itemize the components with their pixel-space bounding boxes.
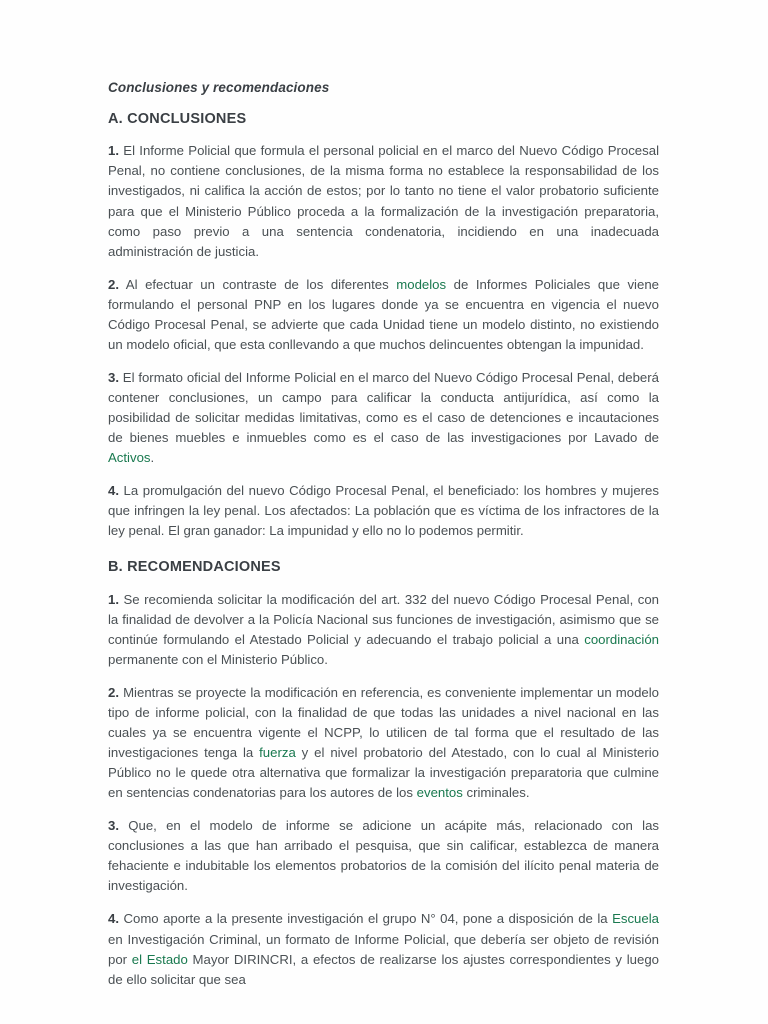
paragraph-text: El formato oficial del Informe Policial en el marco del Nuevo Código Procesal Penal, deberá contener conclusiones, un campo para calificar la conducta antijurídica, así como la posibilidad de solicitar medidas limitativas, como es el caso de detenciones e incautaciones de bienes muebles e inmuebles como es el caso de las investigaciones por Lavado de (108, 369, 659, 446)
paragraph-text: Se recomienda solicitar la modificación del art. 332 del nuevo Código Procesal Penal, con la finalidad de devolver a la Policía Nacional sus funciones de investigación, asimismo que se continúe formulando el Atestado Policial y adecuando el trabajo policial a una (108, 591, 659, 647)
paragraph-text: Como aporte a la presente investigación el grupo N° 04, pone a disposición de la (119, 911, 613, 927)
paragraph-text: Mayor DIRINCRI, a efectos de realizarse los ajustes correspondientes y luego de ello solicitar que sea (108, 951, 659, 987)
numbered-paragraph (108, 368, 659, 468)
paragraph-text: de Informes Policiales que viene formulando el personal PNP en los lugares donde ya se encuentra en vigencia el nuevo Código Procesal Penal, se advierte que cada Unidad tiene un modelo distinto, no existiendo un modelo oficial, que esta conllevando a que muchos delincuentes obtengan la impunidad. (108, 276, 659, 352)
paragraph-number: 3. (108, 369, 119, 385)
numbered-paragraph (108, 816, 659, 896)
highlighted-term: coordinación (584, 631, 659, 647)
numbered-paragraph (108, 590, 659, 670)
numbered-paragraph (108, 141, 659, 261)
paragraph-number: 2. (108, 684, 119, 700)
paragraph-text: . (150, 450, 155, 466)
paragraph-text: Mientras se proyecte la modificación en referencia, es conveniente implementar un modelo tipo de informe policial, con la finalidad de que todas las unidades a nivel nacional en las cuales ya se encuentra vigente el NCPP, lo utilicen de tal forma que el resultado de las investigaciones tenga la (108, 684, 659, 760)
highlighted-term: Escuela (612, 911, 659, 927)
paragraph-text: permanente con el Ministerio Público. (108, 651, 328, 667)
paragraph-text: La promulgación del nuevo Código Procesal Penal, el beneficiado: los hombres y mujeres que infringen la ley penal. Los afectados: La población que es víctima de los infractores de la ley penal. El gran ganador: La impunidad y ello no lo podemos permitir. (108, 483, 659, 539)
paragraph-text: Que, en el modelo de informe se adicione un acápite más, relacionado con las conclusiones a las que han arribado el pesquisa, que sin calificar, establezca de manera fehaciente e indubitable los elementos probatorios de la comisión del ilícito penal materia de investigación. (108, 818, 659, 894)
numbered-paragraph (108, 683, 659, 803)
paragraph-text: y el nivel probatorio del Atestado, con lo cual al Ministerio Público no le quede otra alternativa que formalizar la investigación preparatoria que culmine en sentencias condenatorias para los autores de los (108, 745, 659, 801)
paragraph-number: 1. (108, 143, 119, 159)
paragraph-text: Al efectuar un contraste de los diferentes (119, 276, 397, 292)
highlighted-term: fuerza (259, 745, 296, 760)
paragraph-number: 4. (108, 483, 119, 499)
numbered-paragraph (108, 909, 659, 989)
paragraph-text: en Investigación Criminal, un formato de Informe Policial, que debería ser objeto de revisión por (108, 931, 659, 967)
numbered-paragraph (108, 481, 659, 541)
highlighted-term: eventos (416, 785, 463, 801)
section-heading: B. RECOMENDACIONES (108, 559, 281, 576)
paragraph-number: 4. (108, 911, 119, 927)
section-heading: A. CONCLUSIONES (108, 111, 247, 128)
paragraph-number: 2. (108, 276, 119, 292)
paragraph-number: 1. (108, 591, 119, 607)
paragraph-text: El Informe Policial que formula el personal policial en el marco del Nuevo Código Procesal Penal, no contiene conclusiones, de la misma forma no establece la responsabilidad de los investigados, ni califica la acción de estos; por lo tanto no tiene el valor probatorio suficiente para que el Ministerio Público proceda a la formalización de la investigación preparatoria, como paso previo a una sentencia condenatoria, incidiendo en una inadecuada administración de justicia. (108, 143, 659, 259)
numbered-paragraph (108, 275, 659, 355)
highlighted-term: Activos (108, 450, 151, 466)
document-sections (108, 110, 659, 990)
paragraph-text: criminales. (462, 785, 530, 801)
paragraph-number: 3. (108, 818, 119, 834)
document-title: Conclusiones y recomendaciones (108, 80, 330, 95)
highlighted-term: el Estado (131, 951, 188, 967)
highlighted-term: modelos (396, 276, 447, 292)
document-content (108, 80, 659, 990)
